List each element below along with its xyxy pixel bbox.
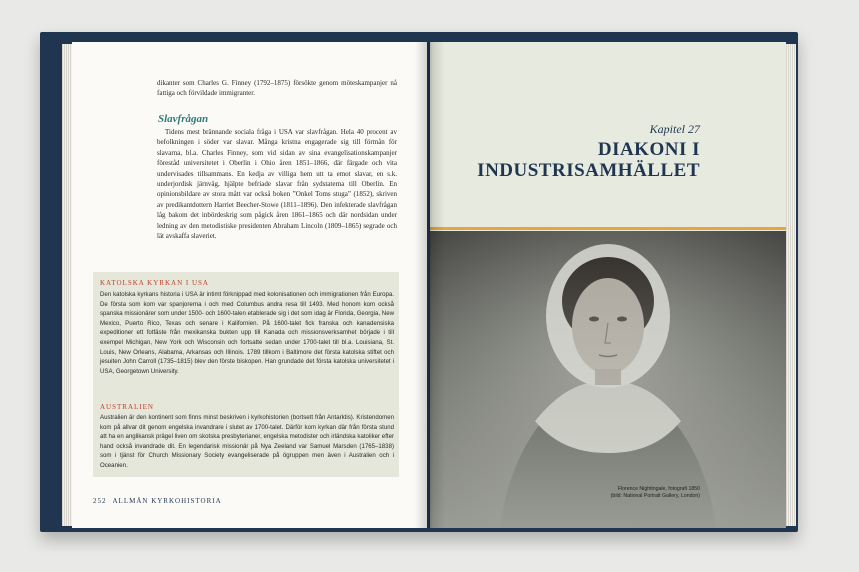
portrait-illustration	[430, 231, 786, 528]
caption-line1: Florence Nightingale, fotografi 1850	[617, 486, 700, 492]
chapter-label: Kapitel 27	[649, 122, 700, 136]
box-text-catholic: Den katolska kyrkans historia i USA är intimt förknippad med kolonisationen och immigrationen från Europa. De första som kom var spanjorerna i och med Columbus andra resa till 1493. Med honom kom också spanska missionärer som under 1500- och 1600-talen etablerade sig i det som idag är Florida, Georgia, New Mexico, Puerto Rico, Texas och senare i Kalifornien. På 1600-talet fick franska och kanadensiska expeditioner ett fotfäste från mexikanska bukten upp till Kanada och missionsverksamhet började i till exempel Michigan, New York och Wisconsin och fortsatte sedan under 1700-talet till bl.a. Louisiana, St. Louis, New Orleans, Alabama, Arkansas och Illinois. 1789 tillkom i Baltimore det första katolska stiftet och jesuiten John Carroll (1735–1815) blev den förste biskopen. Han grundade det första katolska universitetet i USA, Georgetown University.	[100, 291, 394, 375]
box-heading-australia: AUSTRALIEN	[100, 403, 154, 411]
box-heading-catholic: KATOLSKA KYRKAN I USA	[100, 279, 209, 287]
running-title: ALLMÄN KYRKOHISTORIA	[112, 497, 222, 505]
left-page-edge	[62, 44, 72, 526]
portrait-photo	[430, 231, 786, 528]
section-heading: Slavfrågan	[158, 113, 209, 125]
box-text-australia: Australien är den kontinent som finns minst beskriven i kyrkohistorien (bortsett från Antarktis). Kristendomen kom på allvar dit genom engelska invandrare i slutet av 1700-talet. Därför kom kyrkan där från första stund att ha en anglikansk prägel liven om skotska presbyterianer, engelska metodister och irländska katoliker efter hand också invandrade dit. En legendarisk missionär på Nya Zeeland var Samuel Marsden (1765–1838) som i tjänst för Church Missionary Society evangeliserade på ögruppen men även i Australien och i Oceanien.	[100, 414, 394, 469]
page-footer	[93, 497, 222, 505]
accent-rule	[430, 227, 786, 230]
page-number: 252	[93, 497, 107, 505]
chapter-title-line1: DIAKONI I	[597, 139, 700, 160]
caption-line2: (bild: National Portrait Gallery, London)	[610, 493, 700, 499]
body-paragraph: Tidens mest brännande sociala fråga i USA var slavfrågan. Hela 40 procent av befolkningen i söder var slavar. Många kristna engagerade sig till förmån för slavarna, bl.a. Charles Finney, som vid sidan av sina evangelisationskampanjer föreståd universitetet i Oberlin i Ohio åren 1851–1866, där färgade och vita undervisades tillsammans. En kedja av villiga hem utt ta emot slavar, en s.k. underjordisk järnväg, hjälpte befriade slavar från sydstaterna till Oberlin. En opinionsbildare av stora mått var också boken ”Onkel Toms stuga” (1852), skriven av predikantdottern Harriet Beecher-Stowe (1811–1896). Den infekterade slavfrågan låg bakom det inbördeskrig som pågick åren 1861–1865 och där nordsidan under ledning av den metodistiske presidenten Abraham Lincoln (1809–1865) segrade och lät avskaffa slaveriet.	[157, 128, 397, 241]
photo-caption	[560, 486, 700, 500]
chapter-title-line2: INDUSTRISAMHÄLLET	[477, 160, 700, 181]
right-page-edge	[786, 44, 796, 526]
chapter-title	[460, 139, 700, 181]
intro-text: dikanter som Charles G. Finney (1792–1875) försökte genom möteskampanjer nå fattiga och förvildade immigranter.	[157, 79, 397, 98]
